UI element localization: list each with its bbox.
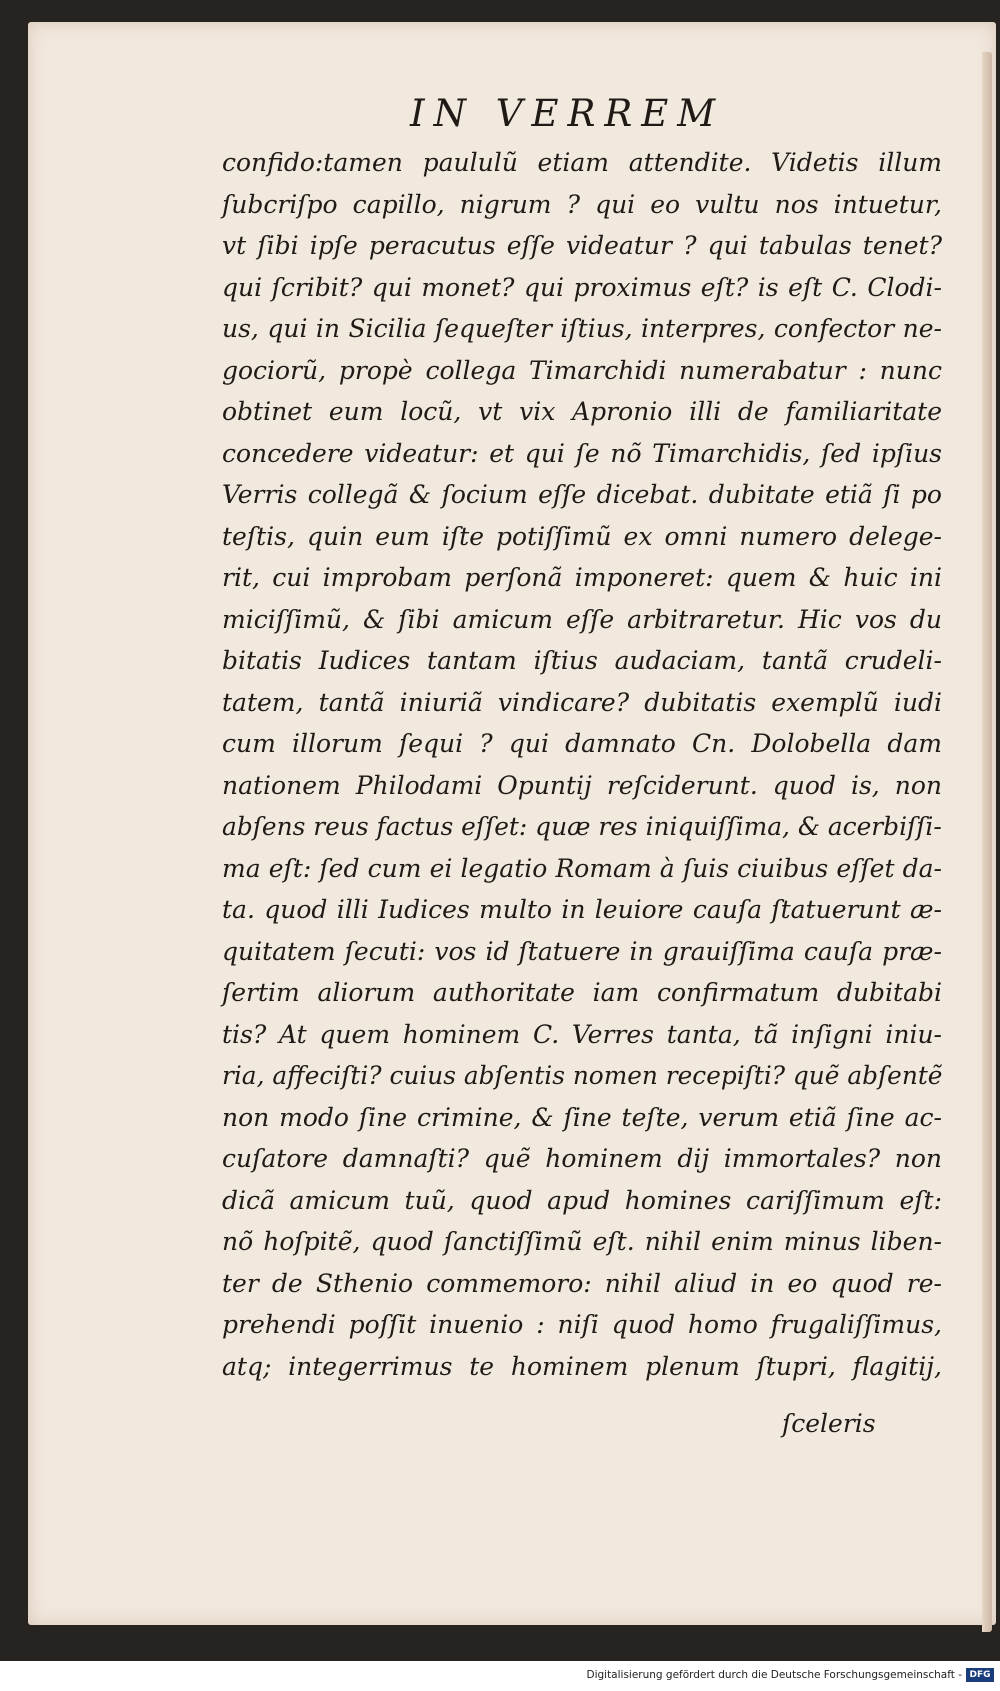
text-line: vt ſibi ipſe peracutus eſſe videatur ? qui tabulas tenet? bbox=[222, 231, 942, 260]
text-line: atq; integerrimus te hominem plenum ſtupri, flagitij, bbox=[222, 1351, 942, 1381]
text-line: nationem Philodami Opuntij reſciderunt. quod is, non bbox=[222, 770, 942, 800]
footer-credit: Digitalisierung gefördert durch die Deutsche Forschungsgemeinschaft - bbox=[586, 1669, 962, 1681]
text-line: ria, affeciſti? cuius abſentis nomen recepiſti? quẽ abſentẽ bbox=[222, 1061, 943, 1090]
text-line: ter de Sthenio commemoro: nihil aliud in eo quod re- bbox=[222, 1268, 942, 1298]
text-line: quitatem ſecuti: vos id ſtatuere in grauiſſima cauſa præ- bbox=[222, 936, 942, 966]
text-line: miciſſimũ, & ſibi amicum eſſe arbitraretur. Hic vos du bbox=[222, 604, 942, 634]
text-line: obtinet eum locũ, vt vix Apronio illi de familiaritate bbox=[222, 397, 942, 426]
text-line: cum illorum ſequi ? qui damnato Cn. Dolobella dam bbox=[222, 729, 942, 758]
text-line: prehendi poſſit inuenio : niſi quod homo frugaliſſimus, bbox=[222, 1310, 942, 1339]
footer-bar bbox=[0, 1661, 1000, 1691]
text-line: non modo ſine crimine, & ſine teſte, verum etiã ſine ac- bbox=[222, 1102, 942, 1132]
text-block bbox=[222, 142, 942, 1387]
text-line: ſertim aliorum authoritate iam confirmatum dubitabi bbox=[222, 978, 942, 1007]
text-line: confido:tamen paululũ etiam attendite. Videtis illum bbox=[222, 148, 942, 177]
text-line: ta. quod illi Iudices multo in leuiore cauſa ſtatuerunt æ- bbox=[222, 895, 942, 924]
text-line: cuſatore damnaſti? quẽ hominem dij immortales? non bbox=[222, 1144, 942, 1173]
text-line: ma eſt: ſed cum ei legatio Romam à ſuis ciuibus eſſet da- bbox=[222, 853, 942, 883]
text-line: teſtis, quin eum iſte potiſſimũ ex omni numero delege- bbox=[222, 521, 942, 551]
text-line: rit, cui improbam perſonã imponeret: quem & huic ini bbox=[222, 563, 942, 592]
text-line: ſubcriſpo capillo, nigrum ? qui eo vultu nos intuetur, bbox=[222, 189, 942, 219]
text-line: concedere videatur: et qui ſe nõ Timarchidis, ſed ipſius bbox=[222, 438, 942, 468]
text-line: Verris collegã & ſocium eſſe dicebat. dubitate etiã ſi po bbox=[222, 480, 942, 509]
text-line: qui ſcribit? qui monet? qui proximus eſt? is eſt C. Clodi- bbox=[222, 272, 942, 302]
text-line: bitatis Iudices tantam iſtius audaciam, tantã crudeli- bbox=[222, 646, 942, 675]
text-line: abſens reus factus eſſet: quæ res iniquiſſima, & acerbiſſi- bbox=[222, 812, 942, 841]
text-line: us, qui in Sicilia ſequeſter iſtius, interpres, confector ne- bbox=[222, 314, 942, 343]
text-line: dicã amicum tuũ, quod apud homines cariſſimum eſt: bbox=[222, 1185, 942, 1215]
running-head: IN VERREM bbox=[410, 92, 725, 135]
page-edge bbox=[982, 52, 992, 1632]
catchword: ſceleris bbox=[782, 1409, 876, 1438]
text-line: tis? At quem hominem C. Verres tanta, tã inſigni iniu- bbox=[222, 1019, 942, 1049]
text-line: gociorũ, propè collega Timarchidi numerabatur : nunc bbox=[222, 355, 942, 385]
dfg-logo: DFG bbox=[966, 1668, 994, 1682]
text-line: tatem, tantã iniuriã vindicare? dubitatis exemplũ iudi bbox=[222, 687, 942, 717]
text-line: nõ hoſpitẽ, quod ſanctiſſimũ eſt. nihil enim minus liben- bbox=[222, 1227, 942, 1256]
